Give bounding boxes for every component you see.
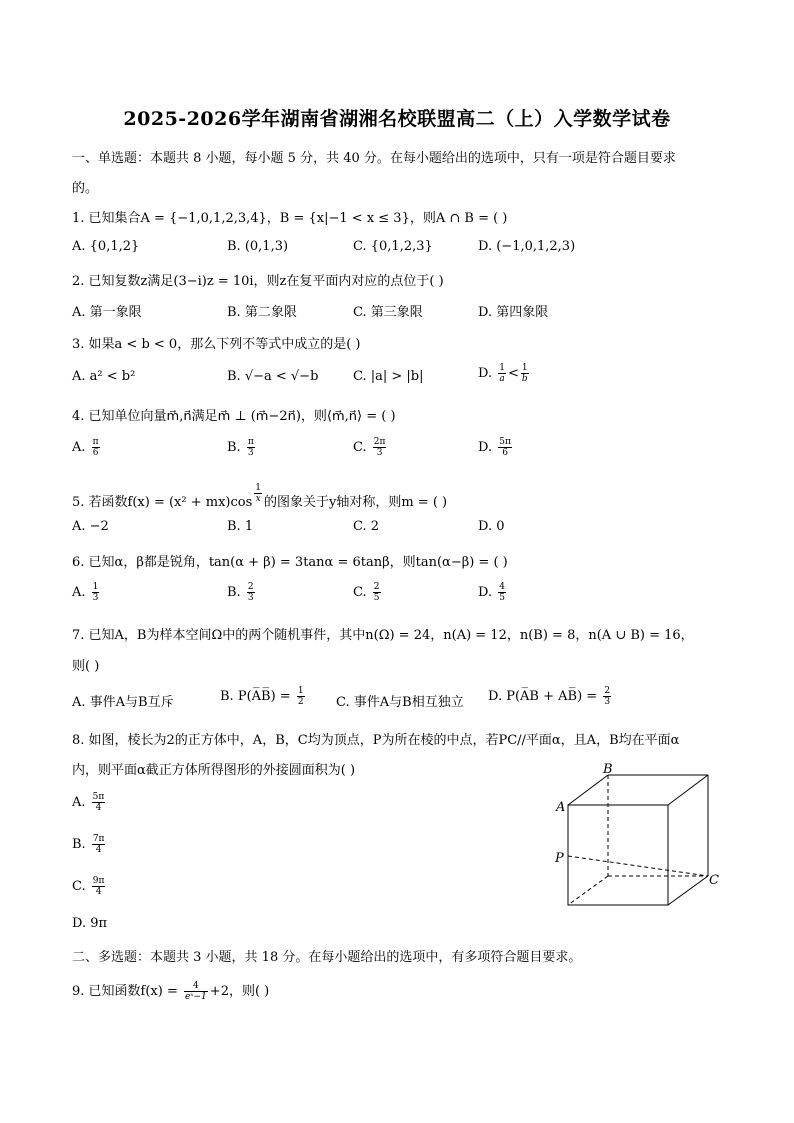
q4-option-c [353, 437, 388, 458]
numerator: 1 [297, 686, 304, 696]
denominator: 4 [95, 803, 102, 813]
q2-option-d: D. 第四象限 [478, 305, 549, 320]
q1-option-b: B. (0,1,3) [227, 239, 289, 254]
option-fraction [373, 437, 387, 458]
q9-stem-fraction [184, 981, 208, 1002]
exam-title: 2025-2026学年湖南省湖湘名校联盟高二（上）入学数学试卷 [123, 108, 671, 130]
option-fraction [247, 437, 255, 458]
q1-stem: 1. 已知集合A = {−1,0,1,2,3,4}，B = {x|−1 < x ≤ 3}，则A ∩ B = ( ) [72, 211, 508, 226]
label-c: C [709, 873, 719, 888]
option-prefix: C. [353, 585, 367, 600]
hidden-edge [568, 876, 608, 905]
q3-d-fraction-2 [521, 363, 529, 384]
option-fraction [92, 582, 100, 603]
q8-stem-cont: 内，则平面α截正方体所得图形的外接圆面积为( ) [72, 763, 356, 778]
option-fraction [92, 792, 106, 813]
q8-option-c [72, 876, 107, 897]
denominator: x [255, 494, 261, 504]
stem-part: 的图象关于y轴对称，则m = ( ) [264, 495, 448, 510]
option-prefix: D. [478, 585, 493, 600]
option-prefix: D. P(A̅B + AB̅) = [488, 689, 598, 704]
numerator: 1 [92, 582, 99, 592]
q2-stem: 2. 已知复数z满足(3−i)z = 10i，则z在复平面内对应的点位于( ) [72, 274, 444, 289]
option-prefix: B. P(A̅B̅) = [220, 689, 291, 704]
q5-stem [72, 483, 447, 510]
numerator: 2π [373, 437, 386, 447]
label-b: B [603, 762, 613, 777]
denominator: 6 [502, 448, 508, 458]
q4-option-b [227, 437, 257, 458]
label-a: A [556, 800, 566, 815]
q6-option-a [72, 582, 101, 603]
cube-edge [668, 775, 708, 805]
option-fraction [92, 834, 106, 855]
denominator: b [521, 374, 528, 384]
denominator: a [499, 374, 505, 384]
option-prefix: C. [353, 440, 367, 455]
q4-stem: 4. 已知单位向量m⃗,n⃗满足m⃗ ⊥ (m⃗−2n⃗)，则⟨m⃗,n⃗⟩ = ( ) [72, 409, 396, 424]
q8-option-b [72, 834, 107, 855]
q5-option-a: A. −2 [72, 519, 109, 534]
option-fraction [498, 437, 512, 458]
option-fraction [247, 582, 255, 603]
option-prefix: D. [478, 440, 493, 455]
numerator: 5π [92, 792, 105, 802]
option-prefix: C. [72, 879, 86, 894]
option-prefix: B. [72, 837, 86, 852]
numerator: 5π [499, 437, 511, 447]
numerator: π [247, 437, 254, 447]
denominator: eˣ−1 [185, 992, 207, 1002]
q6-stem: 6. 已知α，β都是锐角，tan(α + β) = 3tanα = 6tanβ，则tan(α−β) = ( ) [72, 555, 508, 570]
option-fraction [92, 876, 106, 897]
q3-d-prefix: D. [478, 366, 493, 381]
numerator: 2 [373, 582, 380, 592]
denominator: 3 [376, 448, 383, 458]
label-p: P [555, 851, 564, 866]
q8-stem: 8. 如图，棱长为2的正方体中，A，B，C均为顶点，P为所在棱的中点，若PC//平面α，且A，B均在平面α [72, 733, 680, 748]
numerator: 2 [247, 582, 254, 592]
q2-option-b: B. 第二象限 [227, 305, 297, 320]
denominator: 3 [247, 593, 254, 603]
cube-figure [545, 760, 735, 915]
numerator: 1 [255, 483, 261, 493]
section2-header: 二、多选题：本题共 3 小题，共 18 分。在每小题给出的选项中，有多项符合题目要求。 [72, 950, 582, 965]
denominator: 4 [95, 887, 102, 897]
q3-option-b: B. √−a < √−b [227, 369, 319, 384]
q3-d-fraction-1 [498, 363, 506, 384]
stem-part: 5. 若函数f(x) = (x² + mx)cos [72, 495, 253, 510]
cube-edge [568, 775, 608, 805]
option-fraction [373, 582, 381, 603]
numerator: π [92, 437, 99, 447]
q8-option-d: D. 9π [72, 916, 108, 931]
q7-option-c: C. 事件A与B相互独立 [336, 695, 464, 710]
option-fraction [603, 686, 611, 707]
option-prefix: A. [72, 585, 86, 600]
q7-option-a: A. 事件A与B互斥 [72, 695, 174, 710]
numerator: 1 [521, 363, 528, 373]
option-prefix: A. [72, 795, 86, 810]
q5-option-c: C. 2 [353, 519, 380, 534]
q5-option-b: B. 1 [227, 519, 254, 534]
stem-part: +2，则( ) [209, 984, 270, 999]
denominator: 2 [297, 697, 304, 707]
q1-option-c: C. {0,1,2,3} [353, 239, 433, 254]
section1-header: 一、单选题：本题共 8 小题，每小题 5 分，共 40 分。在每小题给出的选项中，只有一项是符合题目要求 [72, 151, 676, 166]
q7-option-b [220, 686, 307, 707]
q1-option-a: A. {0,1,2} [72, 239, 140, 254]
q3-option-a: A. a² < b² [72, 369, 136, 384]
q3-option-d [478, 363, 531, 384]
denominator: 5 [499, 593, 505, 603]
q2-option-c: C. 第三象限 [353, 305, 423, 320]
option-prefix: B. [227, 585, 241, 600]
option-prefix: B. [227, 440, 241, 455]
segment-pc [568, 856, 708, 876]
cube-edge [668, 876, 708, 905]
denominator: 4 [95, 845, 102, 855]
front-face [568, 805, 668, 905]
q3-stem: 3. 如果a < b < 0，那么下列不等式中成立的是( ) [72, 337, 361, 352]
q4-option-a [72, 437, 102, 458]
q7-stem-cont: 则( ) [72, 659, 100, 674]
q3-d-operator: < [507, 366, 519, 381]
numerator: 4 [184, 981, 208, 992]
q6-option-d [478, 582, 508, 603]
q5-stem-fraction [254, 483, 262, 504]
stem-part: 9. 已知函数f(x) = [72, 984, 178, 999]
denominator: 3 [92, 593, 99, 603]
q6-option-b [227, 582, 257, 603]
q5-option-d: D. 0 [478, 519, 505, 534]
numerator: 2 [604, 686, 611, 696]
denominator: 6 [92, 448, 99, 458]
option-prefix: A. [72, 440, 86, 455]
q7-stem: 7. 已知A，B为样本空间Ω中的两个随机事件，其中n(Ω) = 24，n(A) = 12，n(B) = 8，n(A ∪ B) = 16， [72, 628, 694, 643]
denominator: 5 [373, 593, 380, 603]
q3-option-c: C. |a| > |b| [353, 369, 424, 384]
q1-option-d: D. (−1,0,1,2,3) [478, 239, 576, 254]
q8-option-a [72, 792, 107, 813]
numerator: 9π [92, 876, 105, 886]
section1-header-cont: 的。 [72, 181, 99, 196]
numerator: 4 [499, 582, 505, 592]
denominator: 3 [247, 448, 254, 458]
numerator: 1 [499, 363, 505, 373]
numerator: 7π [92, 834, 105, 844]
q4-option-d [478, 437, 514, 458]
q9-stem [72, 980, 269, 1002]
q6-option-c [353, 582, 383, 603]
q7-option-d [488, 686, 613, 707]
option-fraction [498, 582, 506, 603]
q2-option-a: A. 第一象限 [72, 305, 142, 320]
option-fraction [92, 437, 100, 458]
denominator: 3 [604, 697, 611, 707]
option-fraction [297, 686, 305, 707]
